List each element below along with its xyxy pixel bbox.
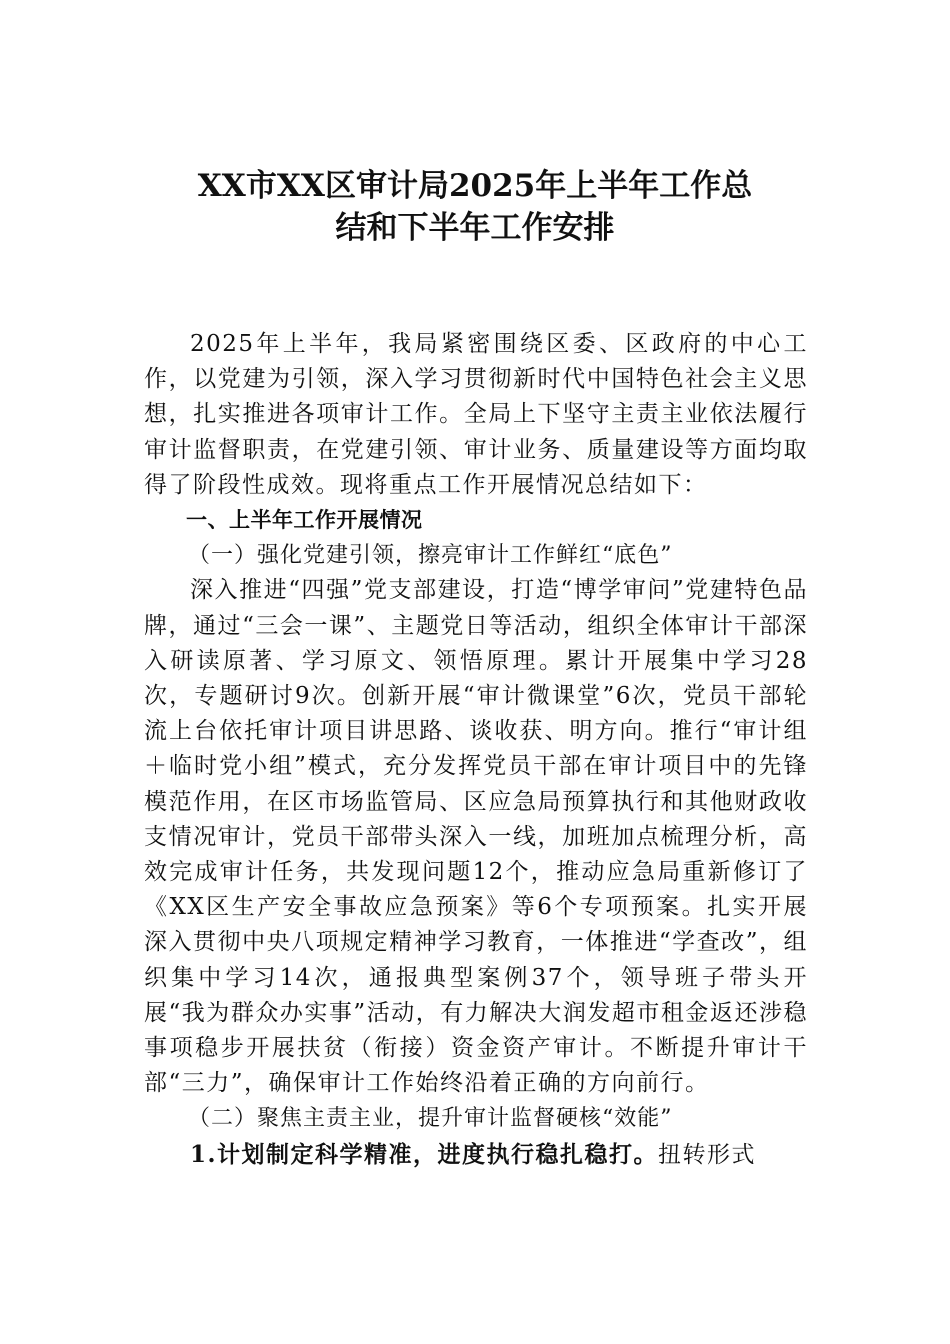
section-heading-1: 一、上半年工作开展情况: [186, 508, 423, 533]
subsection-1-paragraph: 深入推进“四强”党支部建设，打造“博学审问”党建特色品牌，通过“三会一课”、主题党日等活动，组织全体审计干部深入研读原著、学习原文、领悟原理。累计开展集中学习28次，专题研讨9次。创新开展“审计微课堂”6次，党员干部轮流上台依托审计项目讲思路、谈收获、明方向。推行“审计组＋临时党小组”模式，充分发挥党员干部在审计项目中的先锋模范作用，在区市场监管局、区应急局预算执行和其他财政收支情况审计，党员干部带头深入一线，加班加点梳理分析，高效完成审计任务，共发现问题12个，推动应急局重新修订了《XX区生产安全事故应急预案》等6个专项预案。扎实开展深入贯彻中央八项规定精神学习教育，一体推进“学查改”，组织集中学习14次，通报典型案例37个，领导班子带头开展“我为群众办实事”活动，有力解决大润发超市租金返还涉稳事项稳步开展扶贫（衔接）资金资产审计。不断提升审计干部“三力”，确保审计工作始终沿着正确的方向前行。: [144, 577, 808, 1097]
item-1-paragraph: [144, 1137, 808, 1173]
intro-paragraph: 2025年上半年，我局紧密围绕区委、区政府的中心工作，以党建为引领，深入学习贯彻新时代中国特色社会主义思想，扎实推进各项审计工作。全局上下坚守主责主业依法履行审计监督职责，在党建引领、审计业务、质量建设等方面均取得了阶段性成效。现将重点工作开展情况总结如下：: [144, 331, 808, 498]
subsection-heading-1: （一）强化党建引领，擦亮审计工作鲜红“底色”: [188, 543, 673, 569]
document-body: [144, 327, 808, 1173]
document-title-line-2: 结和下半年工作安排: [335, 210, 615, 246]
document-title-line-1: XX市XX区审计局2025年上半年工作总: [197, 168, 753, 204]
item-1-lead: 1.计划制定科学精准，进度执行稳扎稳打。: [190, 1140, 659, 1168]
item-1-text: 扭转形式: [658, 1141, 757, 1168]
subsection-heading-2: （二）聚焦主责主业，提升审计监督硬核“效能”: [188, 1106, 673, 1132]
